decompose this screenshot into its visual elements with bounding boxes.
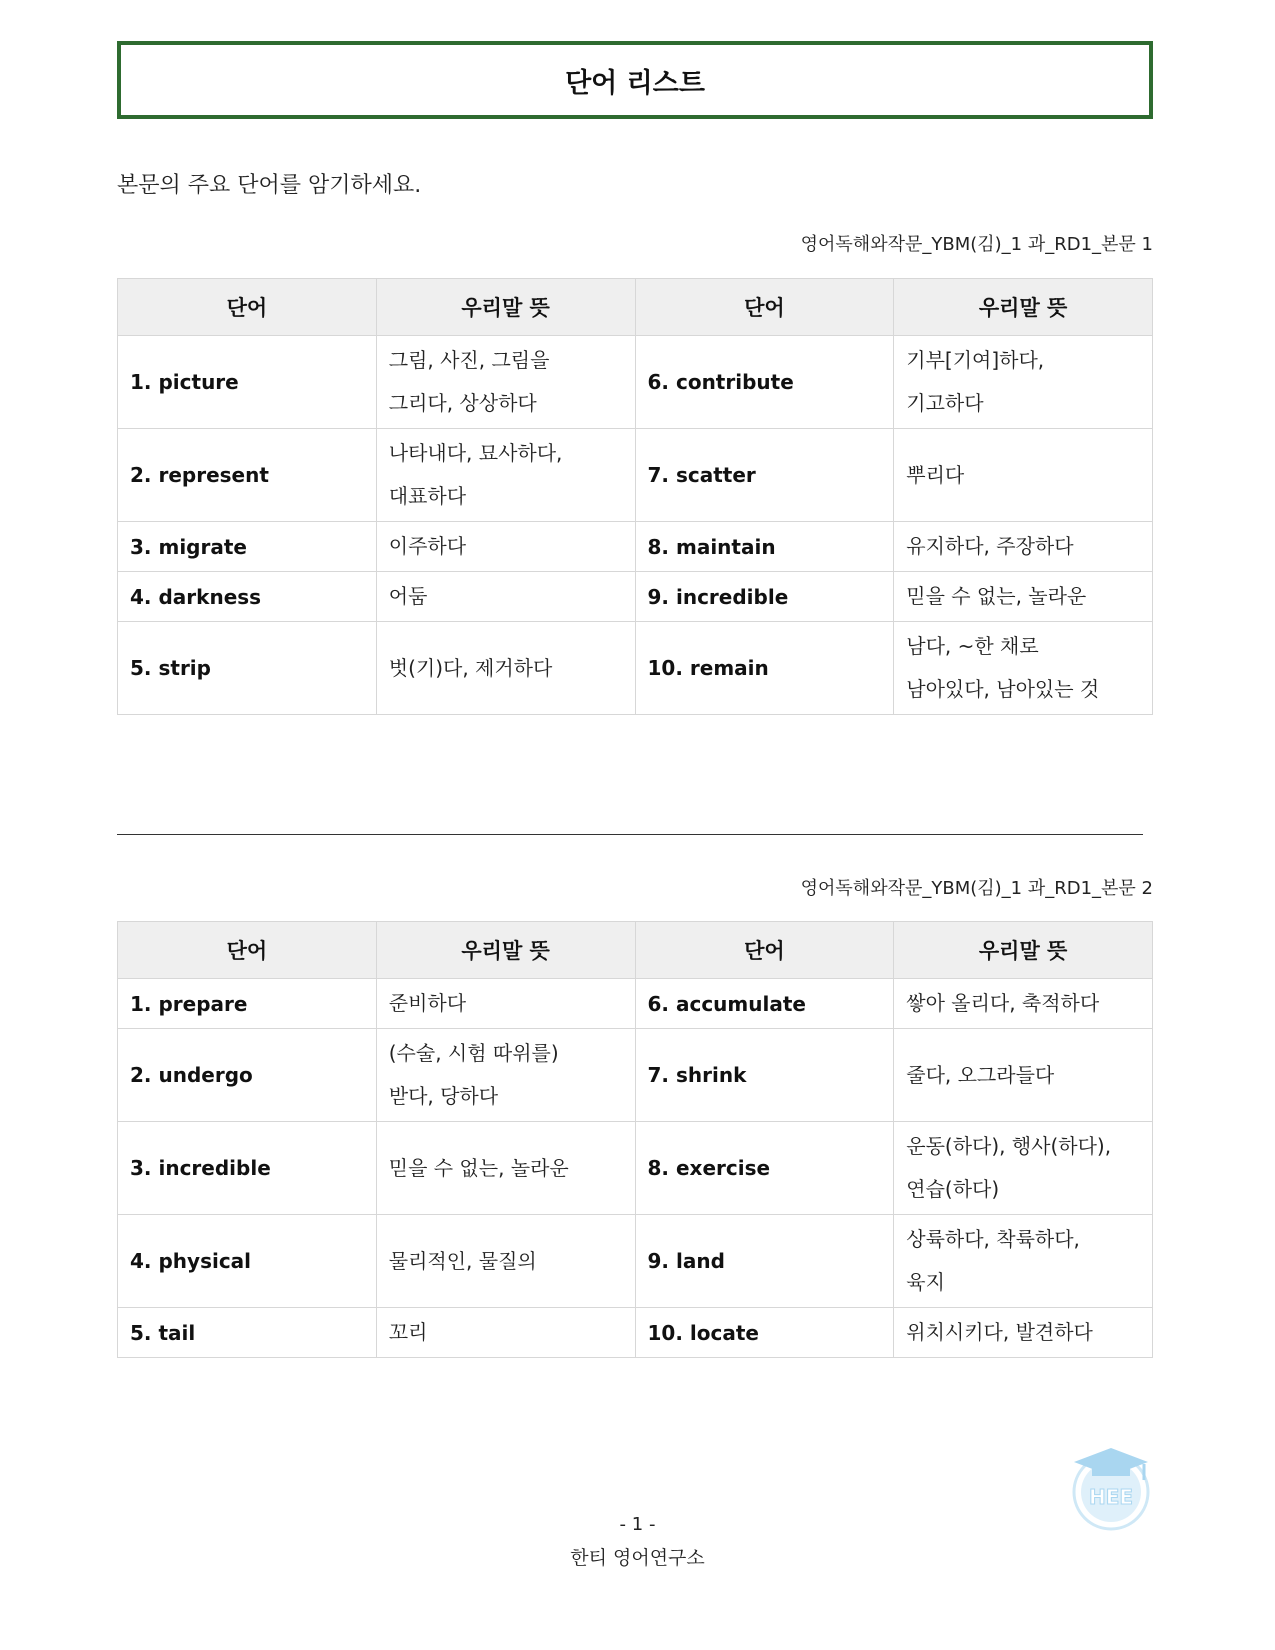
logo-text: HEE (1088, 1485, 1134, 1509)
vocab-meaning (376, 979, 635, 1029)
meaning-line: 기부[기여]하다, (906, 348, 1045, 372)
meaning-line: 어둠 (388, 584, 428, 608)
vocab-meaning (894, 429, 1153, 522)
table-row (118, 522, 1153, 572)
header-word: 단어 (118, 279, 377, 336)
table-row (118, 1215, 1153, 1308)
header-meaning: 우리말 뜻 (894, 279, 1153, 336)
meaning-line: 남다, ~한 채로 (906, 634, 1039, 658)
vocab-word: 6. contribute (635, 336, 894, 429)
vocab-meaning (376, 572, 635, 622)
meaning-line: 벗(기)다, 제거하다 (388, 655, 553, 680)
meaning-line: 위치시키다, 발견하다 (906, 1320, 1093, 1344)
table-header-row (118, 922, 1153, 979)
vocab-word: 4. physical (118, 1215, 377, 1308)
vocab-word: 1. prepare (118, 979, 377, 1029)
vocab-word: 9. land (635, 1215, 894, 1308)
meaning-line: 이주하다 (388, 534, 467, 558)
table-row (118, 1029, 1153, 1122)
header-word: 단어 (635, 922, 894, 979)
meaning-line: 줄다, 오그라들다 (906, 1062, 1055, 1087)
meaning-line: 유지하다, 주장하다 (906, 534, 1074, 558)
meaning-line: 운동(하다), 행사(하다), (906, 1134, 1112, 1158)
vocab-word: 1. picture (118, 336, 377, 429)
vocab-meaning (376, 1308, 635, 1358)
meaning-line: 기고하다 (906, 391, 984, 415)
header-meaning: 우리말 뜻 (376, 279, 635, 336)
vocab-meaning (376, 336, 635, 429)
table-row (118, 429, 1153, 522)
vocab-word: 5. strip (118, 622, 377, 715)
vocab-meaning (894, 1029, 1153, 1122)
table-row (118, 622, 1153, 715)
meaning-line: 쌓아 올리다, 축적하다 (906, 991, 1100, 1015)
vocab-meaning (894, 979, 1153, 1029)
section-1-source: 영어독해와작문_YBM(김)_1 과_RD1_본문 1 (800, 234, 1153, 255)
meaning-line: 남아있다, 남아있는 것 (906, 677, 1100, 701)
vocab-word: 10. remain (635, 622, 894, 715)
vocab-word: 7. scatter (635, 429, 894, 522)
meaning-line: 받다, 당하다 (388, 1084, 499, 1108)
vocab-word: 10. locate (635, 1308, 894, 1358)
vocab-word: 6. accumulate (635, 979, 894, 1029)
vocab-meaning (894, 1122, 1153, 1215)
header-word: 단어 (635, 279, 894, 336)
meaning-line: (수술, 시험 따위를) (388, 1041, 559, 1065)
vocab-meaning (894, 1308, 1153, 1358)
meaning-line: 대표하다 (388, 484, 467, 508)
vocab-word: 2. undergo (118, 1029, 377, 1122)
footer-organization: 한티 영어연구소 (570, 1547, 705, 1569)
vocab-word: 9. incredible (635, 572, 894, 622)
table-row (118, 572, 1153, 622)
vocab-meaning (376, 622, 635, 715)
vocab-meaning (376, 1122, 635, 1215)
meaning-line: 믿을 수 없는, 놀라운 (906, 584, 1087, 608)
meaning-line: 그림, 사진, 그림을 (388, 348, 550, 372)
vocab-meaning (376, 429, 635, 522)
vocab-table-2 (117, 921, 1153, 1358)
graduation-cap-icon (1066, 1442, 1156, 1532)
meaning-line: 믿을 수 없는, 놀라운 (388, 1155, 569, 1180)
vocab-word: 2. represent (118, 429, 377, 522)
vocab-meaning (894, 522, 1153, 572)
header-word: 단어 (118, 922, 377, 979)
vocab-meaning (894, 1215, 1153, 1308)
meaning-line: 준비하다 (388, 991, 467, 1015)
vocab-meaning (894, 622, 1153, 715)
vocab-word: 8. exercise (635, 1122, 894, 1215)
table-row (118, 336, 1153, 429)
meaning-line: 물리적인, 물질의 (388, 1248, 537, 1273)
section-2-source: 영어독해와작문_YBM(김)_1 과_RD1_본문 2 (800, 878, 1153, 899)
table-row (118, 979, 1153, 1029)
vocab-word: 3. migrate (118, 522, 377, 572)
instruction-text: 본문의 주요 단어를 암기하세요. (117, 173, 422, 198)
meaning-line: 뿌리다 (906, 462, 965, 487)
table-header-row (118, 279, 1153, 336)
vocab-word: 8. maintain (635, 522, 894, 572)
vocab-word: 3. incredible (118, 1122, 377, 1215)
page-number: - 1 - (619, 1514, 656, 1535)
vocab-table-1 (117, 278, 1153, 715)
meaning-line: 나타내다, 묘사하다, (388, 441, 563, 465)
meaning-line: 꼬리 (388, 1320, 428, 1344)
meaning-line: 상륙하다, 착륙하다, (906, 1227, 1080, 1251)
page-title: 단어 리스트 (117, 41, 1153, 119)
meaning-line: 연습(하다) (906, 1177, 1000, 1201)
section-divider (117, 834, 1143, 835)
vocab-meaning (376, 1215, 635, 1308)
vocab-word: 5. tail (118, 1308, 377, 1358)
vocab-word: 7. shrink (635, 1029, 894, 1122)
meaning-line: 육지 (906, 1270, 945, 1294)
vocab-meaning (894, 572, 1153, 622)
vocab-meaning (894, 336, 1153, 429)
meaning-line: 그리다, 상상하다 (388, 391, 537, 415)
header-meaning: 우리말 뜻 (376, 922, 635, 979)
table-row (118, 1122, 1153, 1215)
table-row (118, 1308, 1153, 1358)
vocab-word: 4. darkness (118, 572, 377, 622)
vocab-meaning (376, 1029, 635, 1122)
header-meaning: 우리말 뜻 (894, 922, 1153, 979)
vocab-meaning (376, 522, 635, 572)
